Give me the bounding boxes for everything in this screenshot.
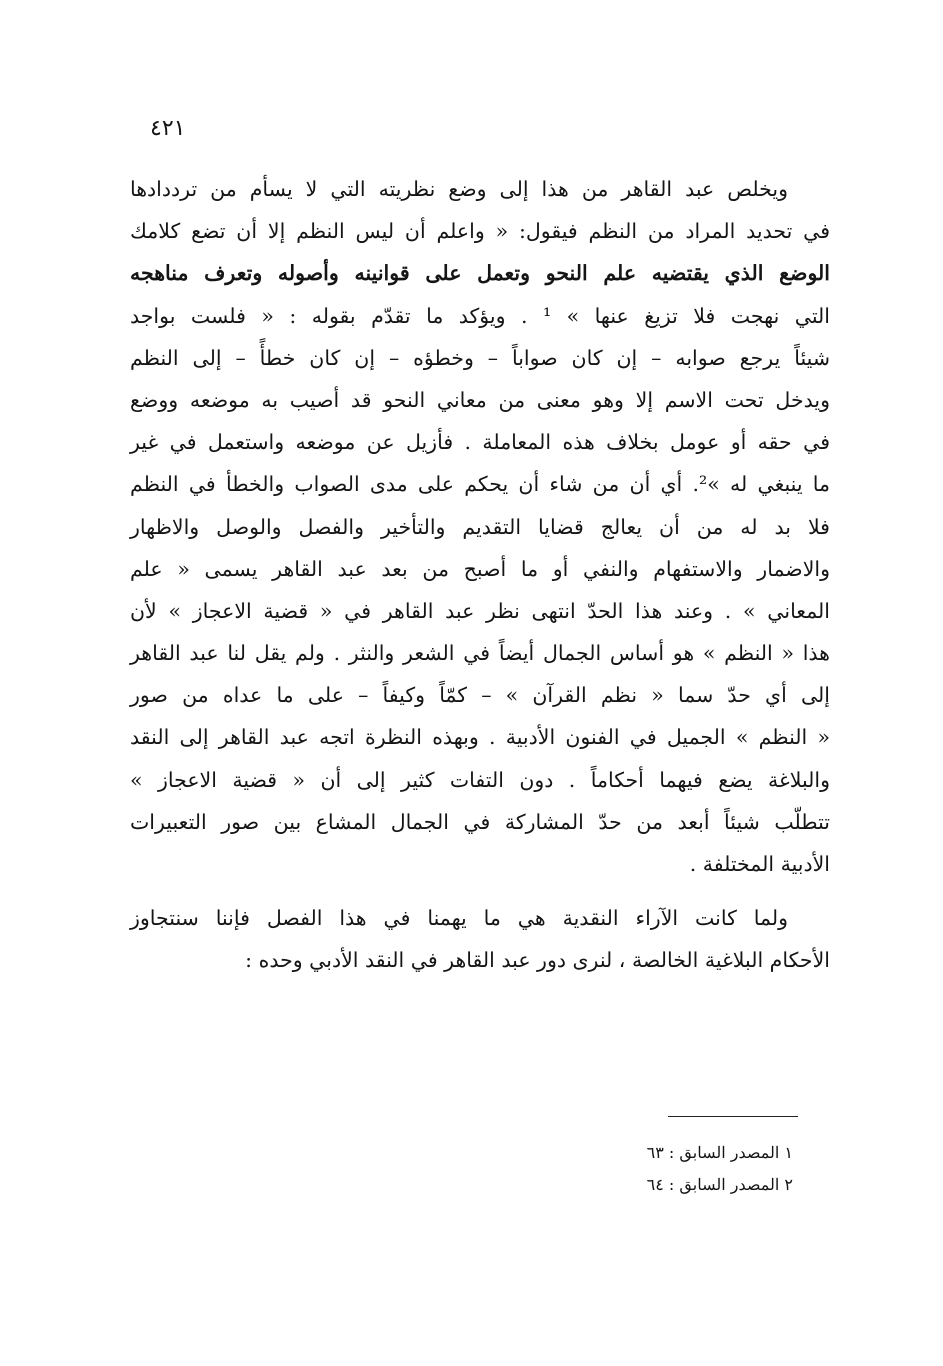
footnotes xyxy=(647,1137,793,1201)
footnote: ١ المصدر السابق : ٦٣ xyxy=(646,1143,793,1162)
text-line: ما ينبغي له »². أي أن من شاء أن يحكم على مدى الصواب والخطأ في النظم xyxy=(130,472,830,497)
text-line: إلى أي حدّ سما « نظم القرآن » – كمّاً وكيفاً – على ما عداه من صور xyxy=(130,683,830,708)
text-line: تتطلّب شيئاً أبعد من حدّ المشاركة في الجمال المشاع بين صور التعبيرات xyxy=(130,809,830,834)
text-line: الوضع الذي يقتضيه علم النحو وتعمل على قوانينه وأصوله وتعرف مناهجه xyxy=(130,261,830,286)
text-line: الأحكام البلاغية الخالصة ، لنرى دور عبد القاهر في النقد الأدبي وحده : xyxy=(245,948,830,973)
text-line: ويدخل تحت الاسم إلا وهو معنى من معاني النحو قد أصيب به موضعه ووضع xyxy=(130,387,830,412)
text-line: المعاني » . وعند هذا الحدّ انتهى نظر عبد القاهر في « قضية الاعجاز » لأن xyxy=(130,598,830,623)
page-number: ٤٢١ xyxy=(150,116,186,141)
text-line: في حقه أو عومل بخلاف هذه المعاملة . فأزيل عن موضعه واستعمل في غير xyxy=(130,430,830,455)
text-line: والاضمار والاستفهام والنفي أو ما أصبح من بعد عبد القاهر يسمى « علم xyxy=(130,556,830,581)
text-line: « النظم » الجميل في الفنون الأدبية . وبهذه النظرة اتجه عبد القاهر إلى النقد xyxy=(130,725,830,750)
text-line: في تحديد المراد من النظم فيقول: « واعلم أن ليس النظم إلا أن تضع كلامك xyxy=(130,219,830,244)
text-line: شيئاً يرجع صوابه – إن كان صواباً – وخطؤه – إن كان خطأً – إلى النظم xyxy=(130,345,830,370)
text-line: الأدبية المختلفة . xyxy=(689,852,830,876)
text-line: هذا « النظم » هو أساس الجمال أيضاً في الشعر والنثر . ولم يقل لنا عبد القاهر xyxy=(130,641,830,666)
text-line: فلا بد له من أن يعالج قضايا التقديم والتأخير والفصل والوصل والاظهار xyxy=(130,514,830,539)
footnote-divider xyxy=(668,1116,798,1117)
text-line: ويخلص عبد القاهر من هذا إلى وضع نظريته التي لا يسأم من ترددادها xyxy=(130,177,788,201)
footnote: ٢ المصدر السابق : ٦٤ xyxy=(646,1175,793,1194)
body-text xyxy=(130,168,830,982)
text-line: والبلاغة يضع فيهما أحكاماً . دون التفات كثير إلى أن « قضية الاعجاز » xyxy=(130,767,830,792)
text-line: التي نهجت فلا تزيغ عنها » ¹ . ويؤكد ما تقدّم بقوله : « فلست بواجد xyxy=(130,303,830,328)
text-line: ولما كانت الآراء النقدية هي ما يهمنا في هذا الفصل فإننا سنتجاوز xyxy=(130,906,788,931)
